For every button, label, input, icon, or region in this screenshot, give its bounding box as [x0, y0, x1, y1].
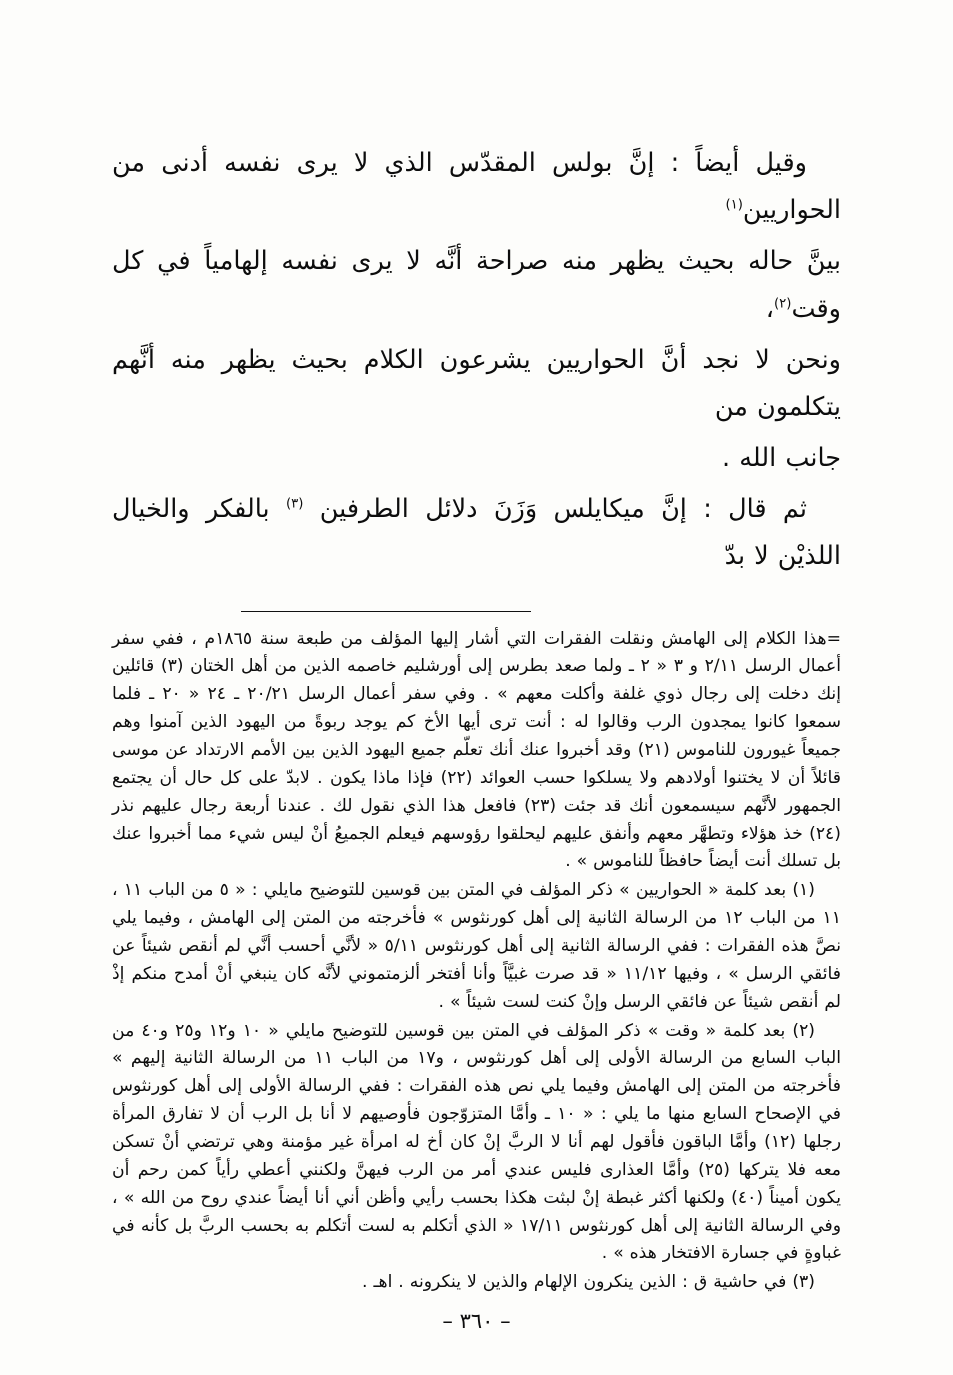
footnote-separator: [112, 611, 841, 613]
footnote-marker-2: (٢): [773, 296, 792, 312]
footnote-1: (١) بعد كلمة « الحواريين » ذكر المؤلف في المتن بين قوسين للتوضيح مايلي : « ٥ من الباب ١١ ، ١١ من الباب ١٢ من الرسالة الثانية إلى أهل كورنثوس » فأخرجته من المتن إلى الهامش ، وفيما يلي نصَّ هذه الفقرات : ففي الرسالة الثانية إلى أهل كورنثوس ٥/١١ « لأنَّي أحسب أنَّي لم أنقص شيئاً عن فائقي الرسل » ، وفيها ١١/١٢ « قد صرت غبيَّاً وأنا أفتخر ألزمتموني لأنَّه كان ينبغي أنْ أمدح منكم إذْ لم أنقص شيئاً عن فائقي الرسل وإنْ كنت لست شيئاً » .: [112, 880, 841, 1012]
body-line-3-text: ونحن لا نجد أنَّ الحواريين يشرعون الكلام بحيث يظهر منه أنَّهم يتكلمون من: [112, 344, 841, 422]
footnotes-block: [112, 626, 841, 1298]
body-paragraph-5: [112, 486, 841, 580]
body-line-5-tail: بالفكر والخيال اللذيْن لا بدّ: [112, 494, 841, 572]
page-content: [112, 140, 841, 1335]
body-paragraph-4: [112, 435, 841, 482]
footnote-marker-3: (٣): [285, 496, 304, 512]
footnote-continuation: =هذا الكلام إلى الهامش ونقلت الفقرات التي أشار إليها المؤلف من طبعة سنة ١٨٦٥م ، ففي سفر أعمال الرسل ٢/١١ و ٣ « ٢ ـ ولما صعد بطرس إلى أورشليم خاصمه الذين من أهل الختان (٣) قائلين إنك دخلت إلى رجال ذوي غلفة وأكلت معهم » . وفي سفر أعمال الرسل ٢٠/٢١ ـ ٢٤ « ٢٠ ـ فلما سمعوا كانوا يمجدون الرب وقالوا له : أنت ترى أيها الأخ كم يوجد ربوةً من اليهود الذين آمنوا وهم جميعاً غيورون للناموس (٢١) وقد أخبروا عنك أنك تعلّم جميع اليهود الذين بين الأمم الارتداد عن موسى قائلاً أن لا يختنوا أولادهم ولا يسلكوا حسب العوائد (٢٢) فإذا ماذا يكون . لابدّ على كل حال أن يجتمع الجمهور لأنَّهم سيسمعون أنك قد جئت (٢٣) فافعل هذا الذي نقول لك . عندنا أربعة رجال عليهم نذر (٢٤) خذ هؤلاء وتطهَّر معهم وأنفق عليهم ليحلقوا رؤوسهم فيعلم الجميعُ أنْ ليس شيء مما أخبروا عنك بل تسلك أنت أيضاً حافظاً للناموس » .: [112, 628, 841, 872]
page-number: – ٣٦٠ –: [442, 1309, 511, 1333]
footnote-2: (٢) بعد كلمة « وقت » ذكر المؤلف في المتن بين قوسين للتوضيح مايلي « ١٠ و١٢ و٢٥ و٤٠ من الباب السابع من الرسالة الأولى إلى أهل كورنثوس ، و١٧ من الباب ١١ من الرسالة الثانية إليهم » فأخرجته من المتن إلى الهامش وفيما يلي نص هذه الفقرات : ففي الرسالة الأولى إلى أهل كورنثوس في الإصحاح السابع منها ما يلي : « ١٠ ـ وأمَّا المتزوّجون فأوصيهم لا أنا بل الرب أن لا تفارق المرأة رجلها (١٢) وأمَّا الباقون فأقول لهم أنا لا الربَّ إنْ كان أخ له امرأة غير مؤمنة وهي ترتضي أنْ تسكن معه فلا يتركها (٢٥) وأمَّا العذارى فليس عندي أمر من الرب فيهنَّ ولكنني أعطي رأياً كمن رحم أن يكون أميناً (٤٠) ولكنها أكثر غبطة إنْ لبثت هكذا بحسب رأيي وأظن أني أنا أيضاً عندي روح من الله » ، وفي الرسالة الثانية إلى أهل كورنثوس ١٧/١١ « الذي أتكلم به لست أتكلم به بحسب الربَّ بل كأنه في غباوةٍ في جسارة الافتخار هذه » .: [112, 1020, 842, 1264]
body-line-4-text: جانب الله .: [722, 443, 841, 474]
body-paragraph-1: [112, 140, 841, 234]
footnote-3: (٣) في حاشية ق : الذين ينكرون الإلهام والذين لا ينكرونه . اهـ .: [362, 1272, 815, 1293]
body-line-5-text: ثم قال : إنَّ ميكايلس وَزَنَ دلائل الطرفين: [319, 494, 807, 525]
footnote-marker-1: (١): [725, 197, 743, 213]
body-line-1-text: وقيل أيضاً : إنَّ بولس المقدّس الذي لا يرى نفسه أدنى من الحواريين: [112, 148, 841, 226]
body-paragraph-3: [112, 337, 841, 431]
body-line-2-text: بينَّ حاله بحيث يظهر منه صراحة أنَّه لا يرى نفسه إلهامياً في كل وقت: [112, 246, 841, 324]
body-paragraph-2: بينَّ حاله بحيث يظهر منه صراحة أنَّه لا يرى نفسه إلهامياً في كل وقت$^{(٢)}$،: [112, 246, 841, 324]
main-body: [112, 140, 841, 581]
footnote-rule-line: [241, 611, 531, 613]
